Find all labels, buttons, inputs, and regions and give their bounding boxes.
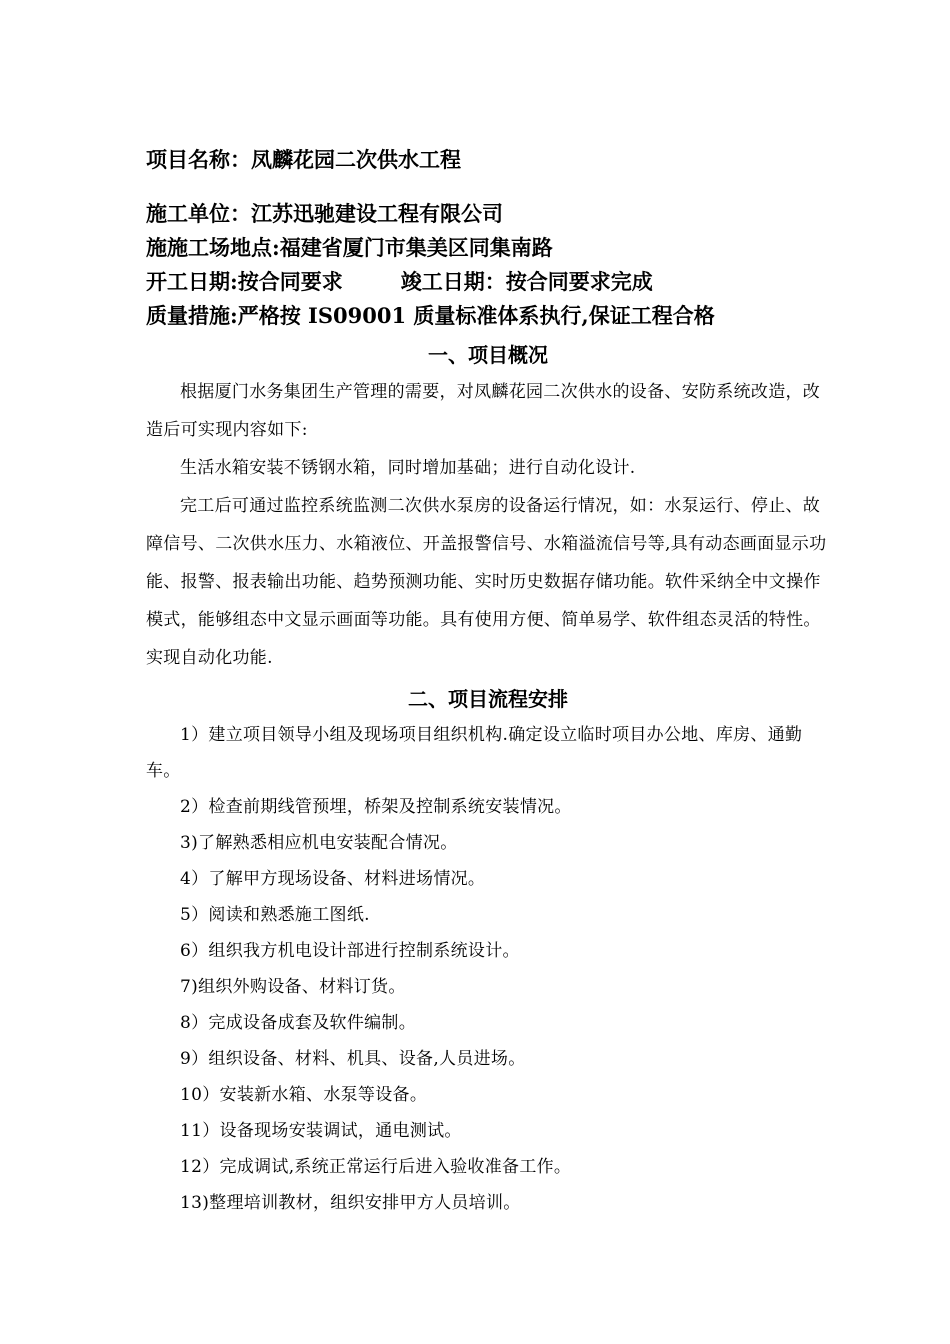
process-step: 13)整理培训教材，组织安排甲方人员培训。 — [180, 1193, 521, 1213]
end-date: 竣工日期：按合同要求完成 — [400, 269, 653, 294]
process-step: 7)组织外购设备、材料订货。 — [180, 977, 406, 997]
spacer — [146, 177, 830, 197]
process-step: 12）完成调试,系统正常运行后进入验收准备工作。 — [180, 1157, 572, 1177]
process-step: 3)了解熟悉相应机电安装配合情况。 — [180, 833, 458, 853]
process-step: 9）组织设备、材料、机具、设备,人员进场。 — [180, 1049, 526, 1069]
process-step: 8）完成设备成套及软件编制。 — [180, 1013, 417, 1033]
section-1-paragraph: 完工后可通过监控系统监测二次供水泵房的设备运行情况，如：水泵运行、停止、故障信号、二次供水压力、水箱液位、开盖报警信号、水箱溢流信号等,具有动态画面显示功能、报警、报表输出功能、趋势预测功能、实时历史数据存储功能。软件采纳全中文操作模式，能够组态中文显示画面等功能。具有使用方便、简单易学、软件组态灵活的特性。实现自动化功能. — [146, 496, 827, 668]
quality-measures: 质量措施:严格按 IS09001 质量标准体系执行,保证工程合格 — [146, 303, 715, 328]
process-step: 1）建立项目领导小组及现场项目组织机构.确定设立临时项目办公地、库房、通勤车。 — [146, 725, 803, 781]
process-step: 10）安装新水箱、水泵等设备。 — [180, 1085, 428, 1105]
section-1-paragraph: 根据厦门水务集团生产管理的需要，对凤麟花园二次供水的设备、安防系统改造，改造后可实现内容如下: — [146, 382, 821, 440]
section-2-title: 二、项目流程安排 — [408, 687, 568, 711]
project-info — [146, 143, 830, 333]
process-step: 6）组织我方机电设计部进行控制系统设计。 — [180, 941, 520, 961]
process-step: 2）检查前期线管预埋，桥架及控制系统安装情况。 — [180, 797, 572, 817]
project-name: 项目名称：凤麟花园二次供水工程 — [146, 147, 461, 172]
process-step: 4）了解甲方现场设备、材料进场情况。 — [180, 869, 486, 889]
construction-site: 施施工场地点:福建省厦门市集美区同集南路 — [146, 235, 553, 260]
start-date: 开工日期:按合同要求 — [146, 269, 343, 294]
process-step: 5）阅读和熟悉施工图纸. — [180, 905, 370, 925]
section-1-paragraph: 生活水箱安装不锈钢水箱，同时增加基础；进行自动化设计. — [180, 458, 636, 478]
process-step: 11）设备现场安装调试，通电测试。 — [180, 1121, 462, 1141]
process-steps-list — [146, 717, 830, 1221]
contractor: 施工单位：江苏迅驰建设工程有限公司 — [146, 201, 503, 226]
section-1-title: 一、项目概况 — [428, 343, 548, 367]
schedule-line — [146, 265, 830, 299]
